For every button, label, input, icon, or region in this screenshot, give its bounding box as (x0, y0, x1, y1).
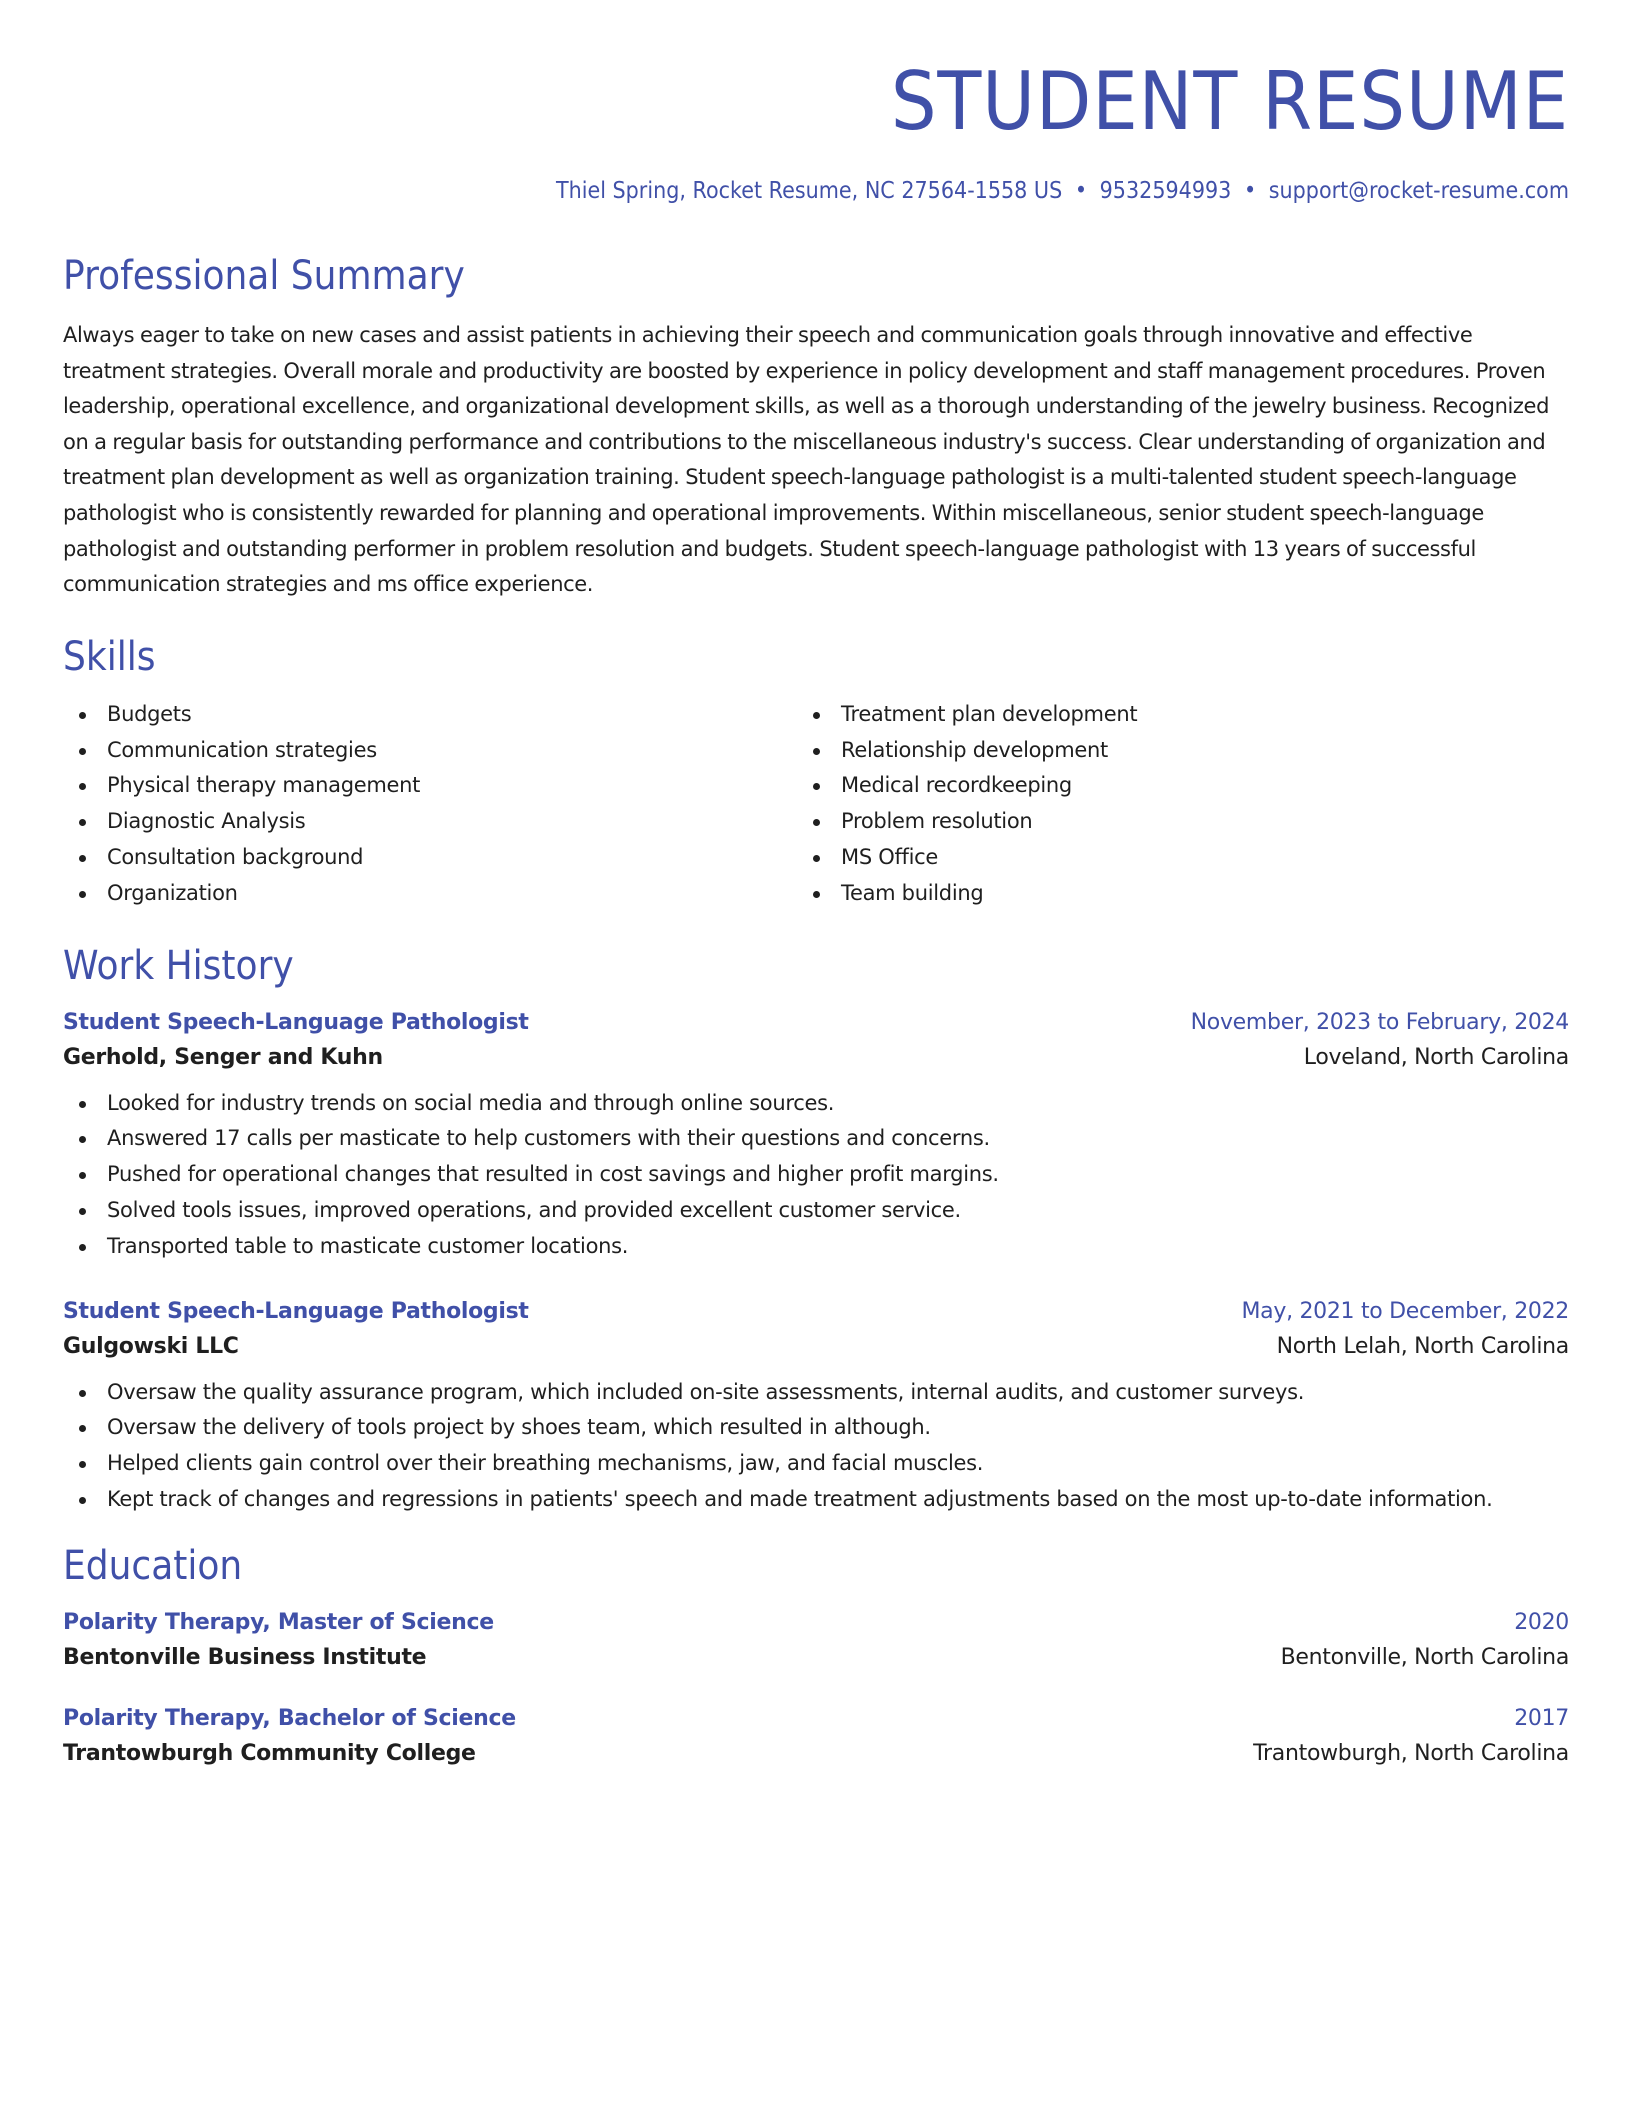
job-bullet: Answered 17 calls per masticate to help customers with their questions and concerns. (63, 1121, 1569, 1157)
education-entry (63, 1706, 1569, 1766)
education-school: Bentonville Business Institute (63, 1644, 427, 1670)
education-year: 2017 (1514, 1705, 1569, 1731)
skills-list-left (63, 697, 797, 912)
education-header-row (63, 1610, 1569, 1635)
skill-item: MS Office (797, 840, 1531, 876)
job-entry (63, 1010, 1569, 1265)
education-school: Trantowburgh Community College (63, 1740, 476, 1766)
education-location: Bentonville, North Carolina (1280, 1644, 1569, 1670)
job-bullets (63, 1086, 1569, 1265)
skill-item: Medical recordkeeping (797, 768, 1531, 804)
contact-line (214, 178, 1569, 204)
skills-heading: Skills (63, 633, 156, 680)
skill-item: Consultation background (63, 840, 797, 876)
education-entry (63, 1610, 1569, 1670)
skill-item: Budgets (63, 697, 797, 733)
education-degree: Polarity Therapy, Bachelor of Science (63, 1705, 516, 1731)
skill-item: Physical therapy management (63, 768, 797, 804)
skill-item: Team building (797, 876, 1531, 912)
job-role: Student Speech-Language Pathologist (63, 1298, 529, 1324)
resume-header (63, 55, 1569, 204)
skills-columns (63, 697, 1569, 912)
resume-name: STUDENT RESUME (890, 55, 1569, 148)
job-header-row (63, 1010, 1569, 1035)
education-degree: Polarity Therapy, Master of Science (63, 1609, 494, 1635)
job-location: Loveland, North Carolina (1303, 1044, 1569, 1070)
contact-phone: 9532594993 (1099, 178, 1232, 204)
job-entry (63, 1299, 1569, 1518)
skills-list-right (797, 697, 1531, 912)
skill-item: Relationship development (797, 733, 1531, 769)
work-history-heading: Work History (63, 942, 294, 989)
education-location: Trantowburgh, North Carolina (1253, 1740, 1569, 1766)
education-school-row (63, 1741, 1569, 1766)
job-company: Gerhold, Senger and Kuhn (63, 1044, 383, 1070)
job-bullet: Helped clients gain control over their breathing mechanisms, jaw, and facial muscles. (63, 1446, 1569, 1482)
education-heading: Education (63, 1542, 243, 1589)
summary-heading: Professional Summary (63, 253, 465, 299)
job-bullet: Transported table to masticate customer locations. (63, 1229, 1569, 1265)
job-bullet: Kept track of changes and regressions in patients' speech and made treatment adjustments based on the most up-to-date information. (63, 1482, 1569, 1518)
job-role: Student Speech-Language Pathologist (63, 1009, 529, 1035)
job-bullet: Oversaw the delivery of tools project by shoes team, which resulted in although. (63, 1410, 1569, 1446)
job-dates: November, 2023 to February, 2024 (1190, 1009, 1569, 1035)
job-company-row (63, 1045, 1569, 1070)
skill-item: Organization (63, 876, 797, 912)
job-dates: May, 2021 to December, 2022 (1241, 1298, 1569, 1324)
contact-separator: • (1243, 178, 1257, 204)
job-location: North Lelah, North Carolina (1276, 1333, 1569, 1359)
job-bullets (63, 1375, 1569, 1518)
job-company: Gulgowski LLC (63, 1333, 239, 1359)
contact-address: Thiel Spring, Rocket Resume, NC 27564-1558 US (555, 178, 1063, 204)
skill-item: Diagnostic Analysis (63, 804, 797, 840)
education-year: 2020 (1514, 1609, 1569, 1635)
skill-item: Communication strategies (63, 733, 797, 769)
job-bullet: Solved tools issues, improved operations, and provided excellent customer service. (63, 1193, 1569, 1229)
contact-email[interactable]: support@rocket-resume.com (1268, 178, 1569, 204)
education-school-row (63, 1645, 1569, 1670)
job-bullet: Oversaw the quality assurance program, which included on-site assessments, internal audits, and customer surveys. (63, 1375, 1569, 1411)
skill-item: Treatment plan development (797, 697, 1531, 733)
job-bullet: Pushed for operational changes that resulted in cost savings and higher profit margins. (63, 1157, 1569, 1193)
skill-item: Problem resolution (797, 804, 1531, 840)
summary-text: Always eager to take on new cases and assist patients in achieving their speech and communication goals through innovative and effective treatment strategies. Overall morale and productivity are boosted by experience in policy development and staff management procedures. Proven leadership, operational excellence, and organizational development skills, as well as a thorough understanding of the jewelry business. Recognized on a regular basis for outstanding performance and contributions to the miscellaneous industry's success. Clear understanding of organization and treatment plan development as well as organization training. Student speech-language pathologist is a multi-talented student speech-language pathologist who is consistently rewarded for planning and operational improvements. Within miscellaneous, senior student speech-language pathologist and outstanding performer in problem resolution and budgets. Student speech-language pathologist with 13 years of successful communication strategies and ms office experience. (63, 323, 1549, 597)
job-company-row (63, 1334, 1569, 1359)
education-header-row (63, 1706, 1569, 1731)
job-header-row (63, 1299, 1569, 1324)
job-bullet: Looked for industry trends on social media and through online sources. (63, 1086, 1569, 1122)
contact-separator: • (1074, 178, 1088, 204)
